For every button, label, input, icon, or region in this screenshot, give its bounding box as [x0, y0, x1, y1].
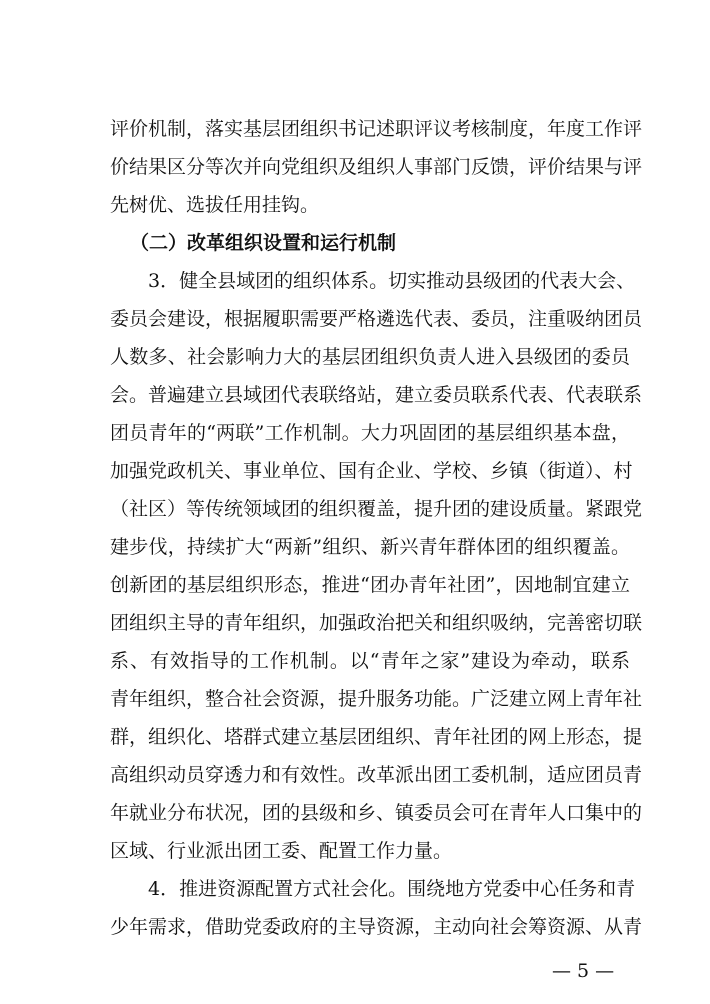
- text-line: 团组织主导的青年组织，加强政治把关和组织吸纳，完善密切联: [110, 612, 643, 634]
- text-line: 会。普遍建立县域团代表联络站，建立委员联系代表、代表联系: [110, 384, 643, 406]
- text-line: 团员青年的“两联”工作机制。大力巩固团的基层组织基本盘，: [110, 422, 630, 444]
- text-line: 年就业分布状况，团的县级和乡、镇委员会可在青年人口集中的: [110, 802, 643, 824]
- text-line: 群，组织化、塔群式建立基层团组织、青年社团的网上形态，提: [110, 726, 643, 748]
- text-line: 人数多、社会影响力大的基层团组织负责人进入县级团的委员: [110, 346, 630, 368]
- text-line: 4．推进资源配置方式社会化。围绕地方党委中心任务和青: [148, 878, 636, 900]
- text-line: 系、有效指导的工作机制。以“青年之家”建设为牵动，联系: [110, 650, 630, 672]
- text-line: 价结果区分等次并向党组织及组织人事部门反馈，评价结果与评: [110, 156, 643, 178]
- text-line: （社区）等传统领域团的组织覆盖，提升团的建设质量。紧跟党: [110, 498, 643, 520]
- text-line: 创新团的基层组织形态，推进“团办青年社团”，因地制宜建立: [110, 574, 630, 596]
- text-line: 先树优、选拔任用挂钩。: [110, 194, 320, 216]
- section-heading: （二）改革组织设置和运行机制: [130, 232, 397, 254]
- text-line: 委员会建设，根据履职需要严格遴选代表、委员，注重吸纳团员: [110, 308, 643, 330]
- text-line: 高组织动员穿透力和有效性。改革派出团工委机制，适应团员青: [110, 764, 643, 786]
- page-number: — 5 —: [552, 960, 615, 982]
- text-line: 青年组织，整合社会资源，提升服务功能。广泛建立网上青年社: [110, 688, 643, 710]
- text-line: 少年需求，借助党委政府的主导资源，主动向社会筹资源、从青: [110, 916, 643, 938]
- text-line: 3．健全县域团的组织体系。切实推动县级团的代表大会、: [148, 270, 636, 292]
- text-line: 加强党政机关、事业单位、国有企业、学校、乡镇（街道）、村: [110, 460, 633, 482]
- text-line: 区域、行业派出团工委、配置工作力量。: [110, 840, 453, 862]
- text-line: 建步伐，持续扩大“两新”组织、新兴青年群体团的组织覆盖。: [110, 536, 630, 558]
- text-line: 评价机制，落实基层团组织书记述职评议考核制度，年度工作评: [110, 118, 643, 140]
